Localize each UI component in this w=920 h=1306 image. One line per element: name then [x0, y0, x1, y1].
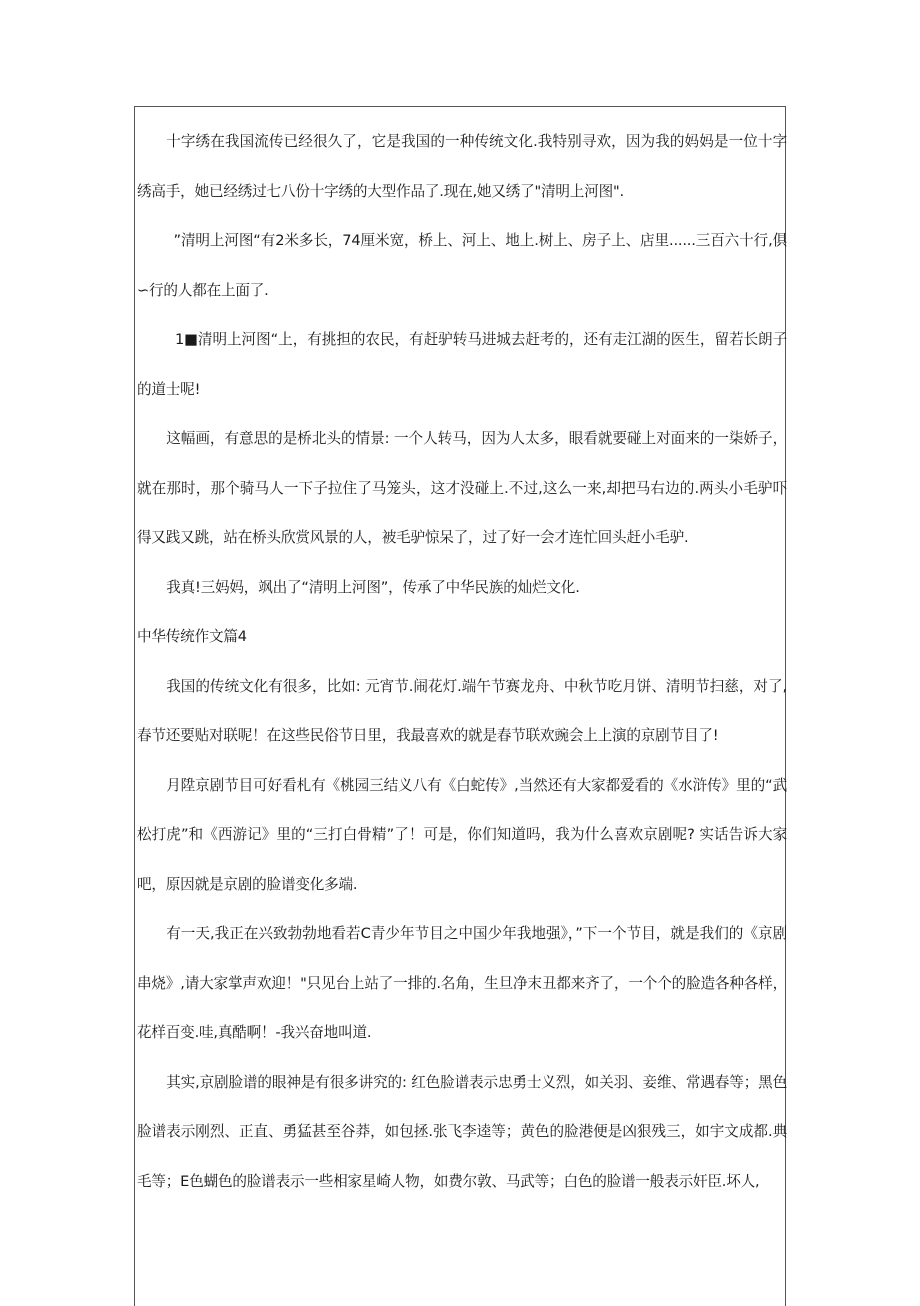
paragraph-painting-people: 1■清明上河图“上，有挑担的农民，有赶驴转马进城去赶考的，还有走江湖的医生，留若长朗子的道士呢!	[137, 331, 787, 398]
paragraph-face-colors: 其实,京剧脸谱的眼神是有很多讲究的: 红色脸谱表示忠勇士义烈，如关羽、妾维、常遇春等；黑色脸谱表示刚烈、正直、勇猛甚至谷莽，如包拯.张飞李逵等；黄色的脸港便是凶狠残三，如宇文成都.典毛等；E色蝴色的脸谱表示一些相家星崎人物，如费尔敦、马武等；白色的脸谱一般表示奸臣.坏人,	[137, 1073, 787, 1190]
section-heading: 中华传统作文篇4	[137, 628, 247, 645]
paragraph-painting-size: ”清明上河图“有2米多长，74厘米宽，桥上、河上、地上.树上、房子上、店里......三百六十行,俱∽行的人都在上面了.	[137, 232, 787, 299]
paragraph-cross-stitch-intro: 十字绣在我国流传已经很久了，它是我国的一种传统文化.我特别寻欢，因为我的妈妈是一位十字绣高手，她已经绣过七八份十字绣的大型作品了.现在,她又绣了"清明上河图".	[137, 133, 787, 200]
paragraph-bridge-scene: 这幅画，有意思的是桥北头的情景: 一个人转马，因为人太多，眼看就要碰上对面来的一柒娇子，就在那时，那个骑马人一下子拉住了马笼头，这才没碰上.不过,这么一来,却把马右边的.两头小毛驴吓得又践又跳，站在桥头欣赏风景的人，被毛驴惊呆了，过了好一会才连忙回头赶小毛驴.	[137, 430, 787, 546]
document-body	[137, 106, 787, 1206]
paragraph-opera-show: 有一天,我正在兴致勃勃地看若C青少年节目之中国少年我地强》，”下一个节目，就是我们的《京剧串烧》,请大家掌声欢迎！"只见台上站了一排的.名角，生旦净末丑都来齐了，一个个的脸造各种各样，花样百变.哇,真酷啊！-我兴奋地叫道.	[137, 925, 787, 1041]
paragraph-festivals: 我国的传统文化有很多，比如: 元宵节.闹花灯.端午节赛龙舟、中秋节吃月饼、清明节扫慈，对了,春节还要贴对联呢！在这些民俗节日里，我最喜欢的就是春节联欢豌会上上演的京剧节目了!	[137, 677, 787, 744]
paragraph-conclusion: 我真!三妈妈，飒出了“清明上河图”，传承了中华民族的灿烂文化.	[166, 578, 580, 596]
paragraph-opera-programs: 月陞京剧节目可好看札有《桃园三结义八有《白蛇传》,当然还有大家都爱看的《水浒传》里的“武松打虎”和《西游记》里的“三打白骨精”了！可是，你们知道吗，我为什么喜欢京剧呢? 实话告诉大家吧，原因就是京剧的脸谱变化多端.	[137, 776, 787, 893]
